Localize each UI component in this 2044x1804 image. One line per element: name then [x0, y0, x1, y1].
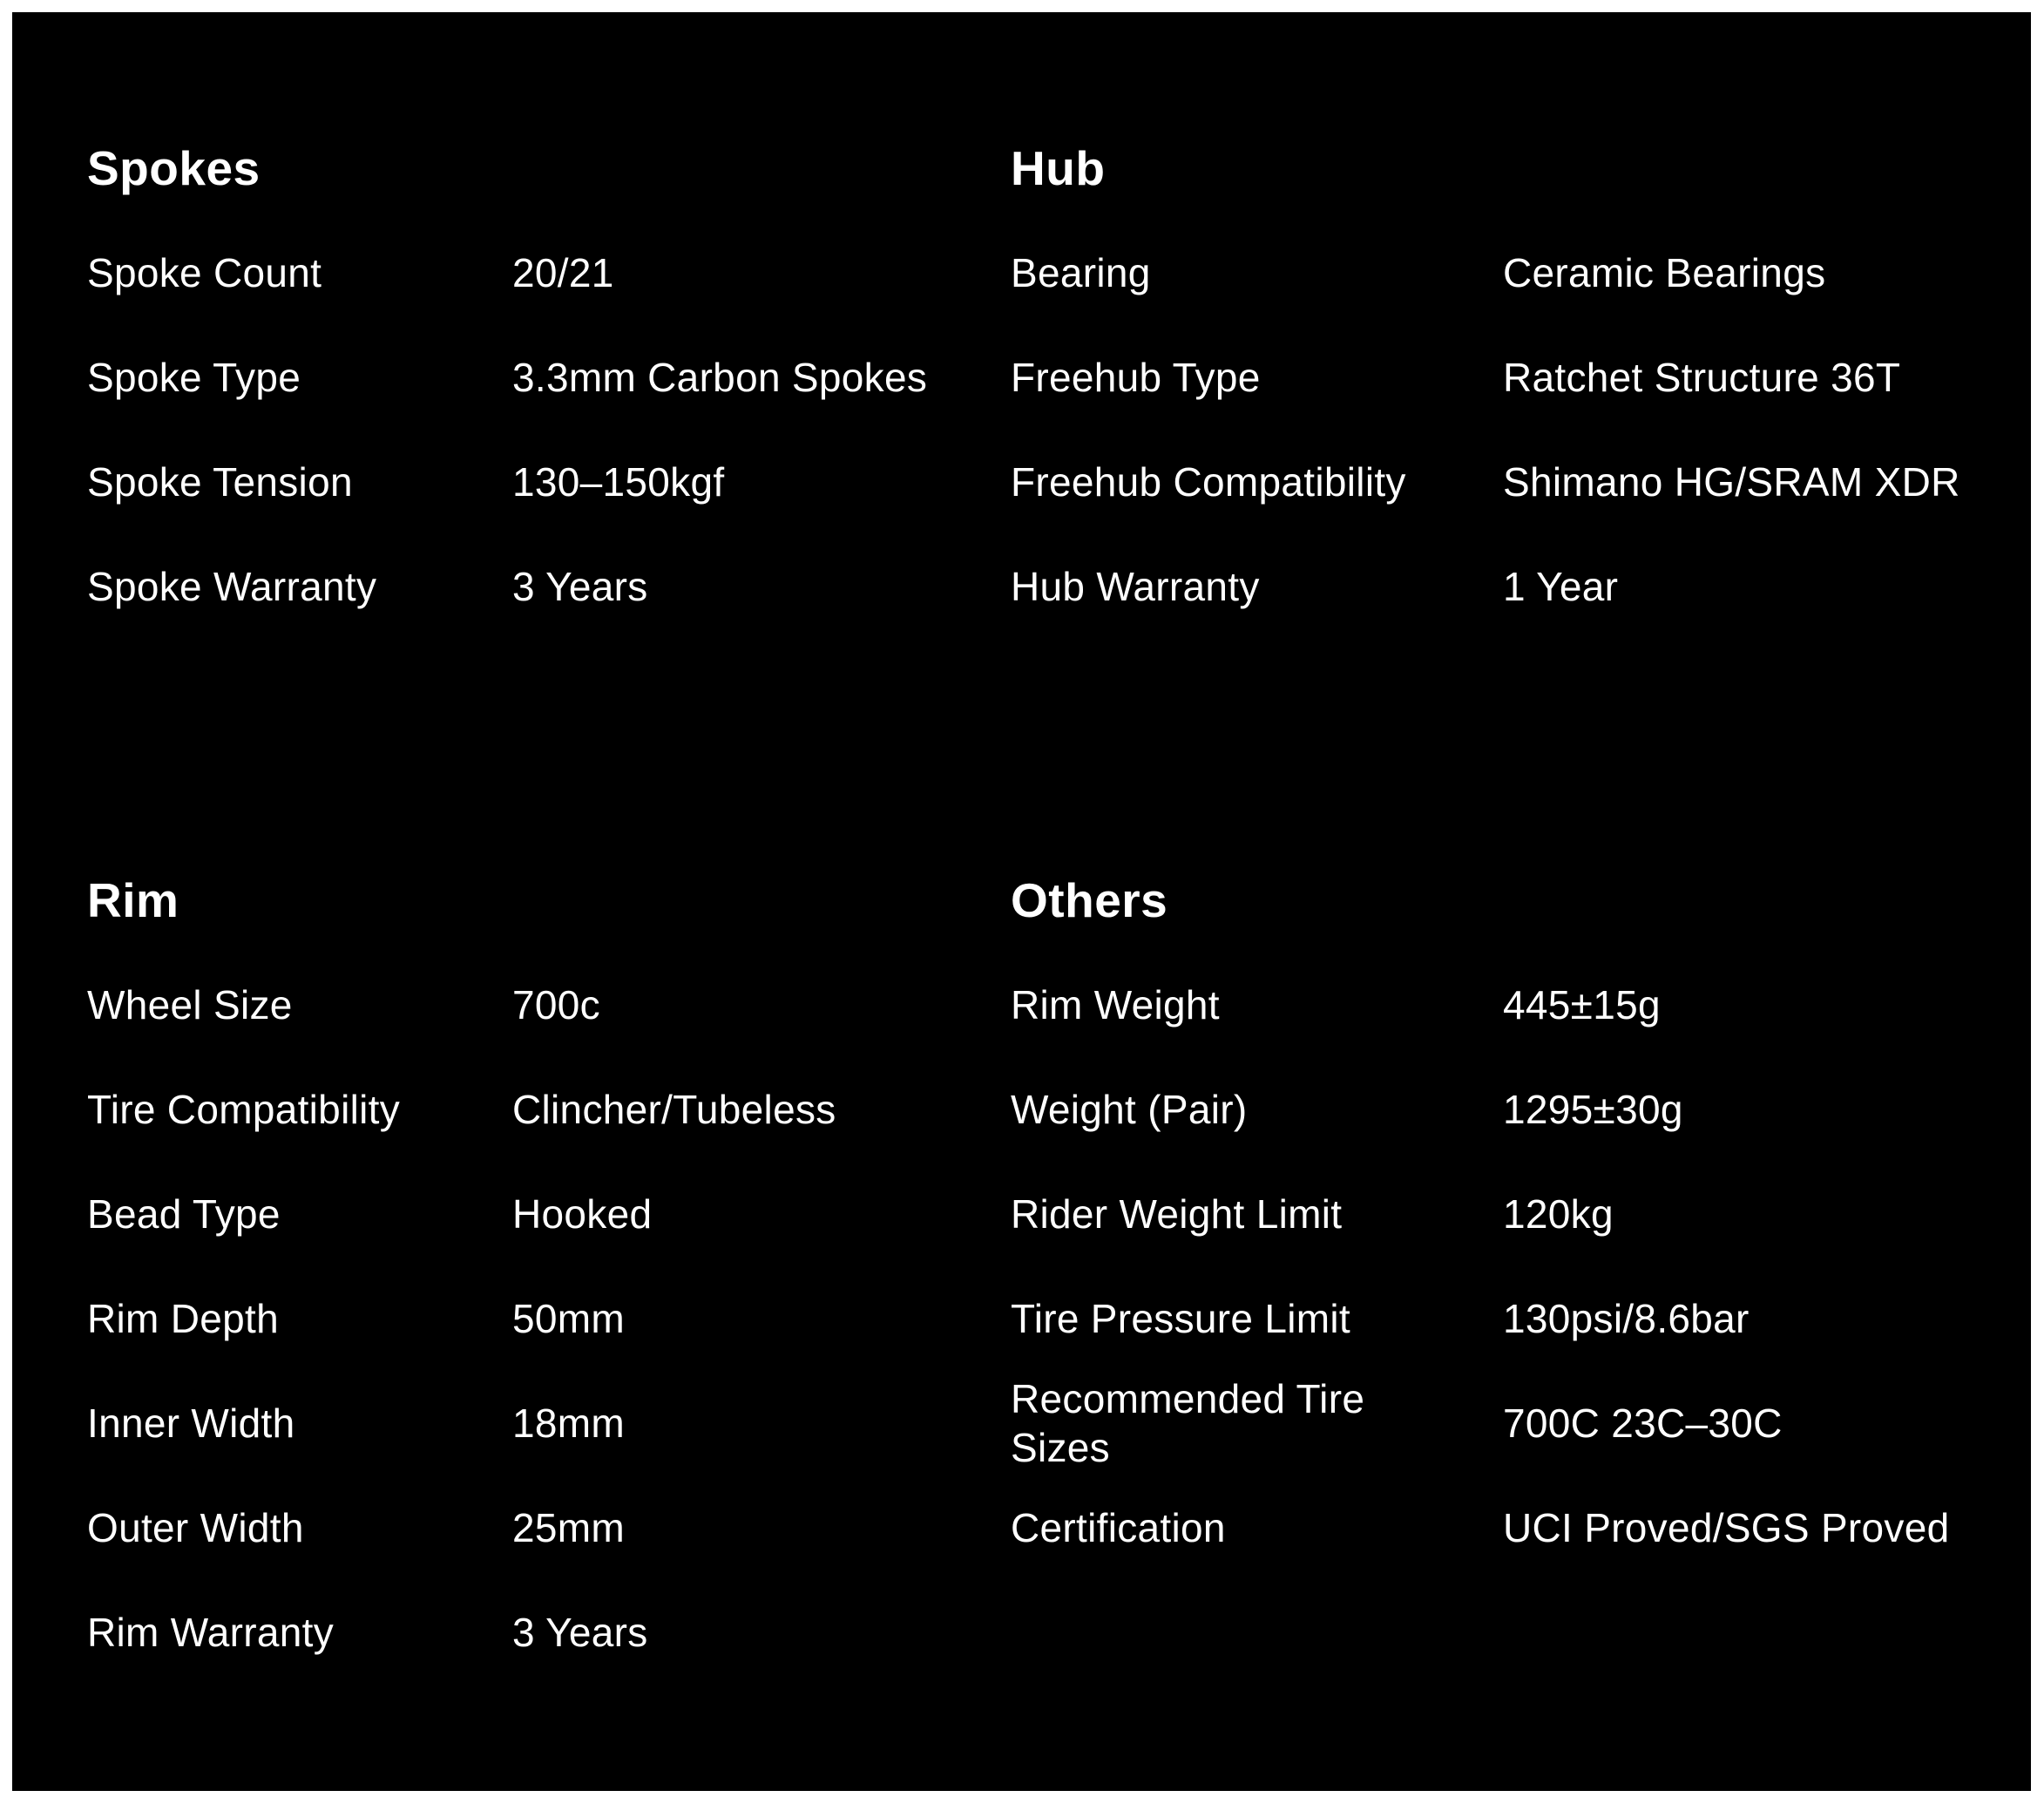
spec-label: Rim Weight: [1011, 981, 1220, 1027]
spec-label: Spoke Tension: [87, 458, 353, 505]
spec-label: Wheel Size: [87, 981, 293, 1027]
section-hub: [1011, 116, 2031, 639]
spec-row-tire-pressure-limit: [1011, 1266, 2031, 1371]
spec-row-wheel-size: [87, 953, 1011, 1057]
spec-label: Freehub Compatibility: [1011, 458, 1406, 505]
spec-label: Spoke Warranty: [87, 563, 377, 609]
section-others: [1011, 848, 2031, 1580]
spec-label: Tire Pressure Limit: [1011, 1295, 1350, 1341]
spec-row-spoke-count: [87, 220, 1011, 325]
spec-row-spoke-warranty: [87, 534, 1011, 639]
spec-value: 1295±30g: [1503, 1086, 1683, 1132]
spec-label: Certification: [1011, 1504, 1226, 1550]
spec-value: 18mm: [512, 1400, 626, 1446]
section-title-spokes: Spokes: [87, 141, 261, 195]
spec-row-freehub-compatibility: [1011, 430, 2031, 534]
spec-label: Spoke Count: [87, 249, 322, 295]
spec-value: 445±15g: [1503, 981, 1661, 1027]
spec-row-certification: [1011, 1475, 2031, 1580]
spec-row-rim-depth: [87, 1266, 1011, 1371]
spec-value: 3.3mm Carbon Spokes: [512, 354, 928, 400]
spec-label: Outer Width: [87, 1504, 304, 1550]
spec-label: Bearing: [1011, 249, 1151, 295]
spec-value: 700C 23C–30C: [1503, 1400, 1783, 1446]
spec-value: 3 Years: [512, 563, 648, 609]
spec-value: UCI Proved/SGS Proved: [1503, 1504, 1950, 1550]
section-title-hub: Hub: [1011, 141, 1106, 195]
spec-value: 120kg: [1503, 1190, 1614, 1237]
spec-label: Inner Width: [87, 1400, 295, 1446]
spec-row-rim-weight: [1011, 953, 2031, 1057]
spec-value: 20/21: [512, 249, 614, 295]
spec-value: Ratchet Structure 36T: [1503, 354, 1901, 400]
spec-value: 50mm: [512, 1295, 626, 1341]
spec-label: Rider Weight Limit: [1011, 1190, 1343, 1237]
section-title-rim: Rim: [87, 873, 179, 927]
spec-label: Weight (Pair): [1011, 1086, 1248, 1132]
section-title-others: Others: [1011, 873, 1168, 927]
spec-column-left: [87, 116, 1011, 1791]
spec-value: 3 Years: [512, 1609, 648, 1655]
spec-label: Bead Type: [87, 1190, 281, 1237]
spec-label: Rim Depth: [87, 1295, 279, 1341]
spec-value: 1 Year: [1503, 563, 1619, 609]
spec-label: Hub Warranty: [1011, 563, 1260, 609]
spec-value: 25mm: [512, 1504, 626, 1550]
spec-row-bearing: [1011, 220, 2031, 325]
spec-row-outer-width: [87, 1475, 1011, 1580]
spec-label: Rim Warranty: [87, 1609, 335, 1655]
spec-row-rider-weight-limit: [1011, 1162, 2031, 1266]
spec-sheet-panel: [12, 12, 2031, 1791]
spec-value: 700c: [512, 981, 600, 1027]
spec-label: Tire Compatibility: [87, 1086, 401, 1132]
spec-value: Clincher/Tubeless: [512, 1086, 836, 1132]
spec-label: Freehub Type: [1011, 354, 1261, 400]
section-spokes: [87, 116, 1011, 639]
spec-row-rim-warranty: [87, 1580, 1011, 1685]
spec-row-bead-type: [87, 1162, 1011, 1266]
spec-row-spoke-tension: [87, 430, 1011, 534]
spec-value: Hooked: [512, 1190, 653, 1237]
spec-row-tire-compatibility: [87, 1057, 1011, 1162]
spec-label: Spoke Type: [87, 354, 301, 400]
spec-row-inner-width: [87, 1371, 1011, 1475]
spec-row-recommended-tire-sizes: [1011, 1371, 2031, 1475]
spec-value: 130–150kgf: [512, 458, 725, 505]
spec-row-weight-pair: [1011, 1057, 2031, 1162]
spec-row-hub-warranty: [1011, 534, 2031, 639]
spec-row-freehub-type: [1011, 325, 2031, 430]
spec-row-spoke-type: [87, 325, 1011, 430]
spec-value: 130psi/8.6bar: [1503, 1295, 1750, 1341]
spec-column-right: [1011, 116, 2031, 1791]
section-rim: [87, 848, 1011, 1685]
spec-value: Shimano HG/SRAM XDR: [1503, 458, 1960, 505]
spec-label: Recommended Tire Sizes: [1011, 1375, 1365, 1470]
spec-value: Ceramic Bearings: [1503, 249, 1826, 295]
